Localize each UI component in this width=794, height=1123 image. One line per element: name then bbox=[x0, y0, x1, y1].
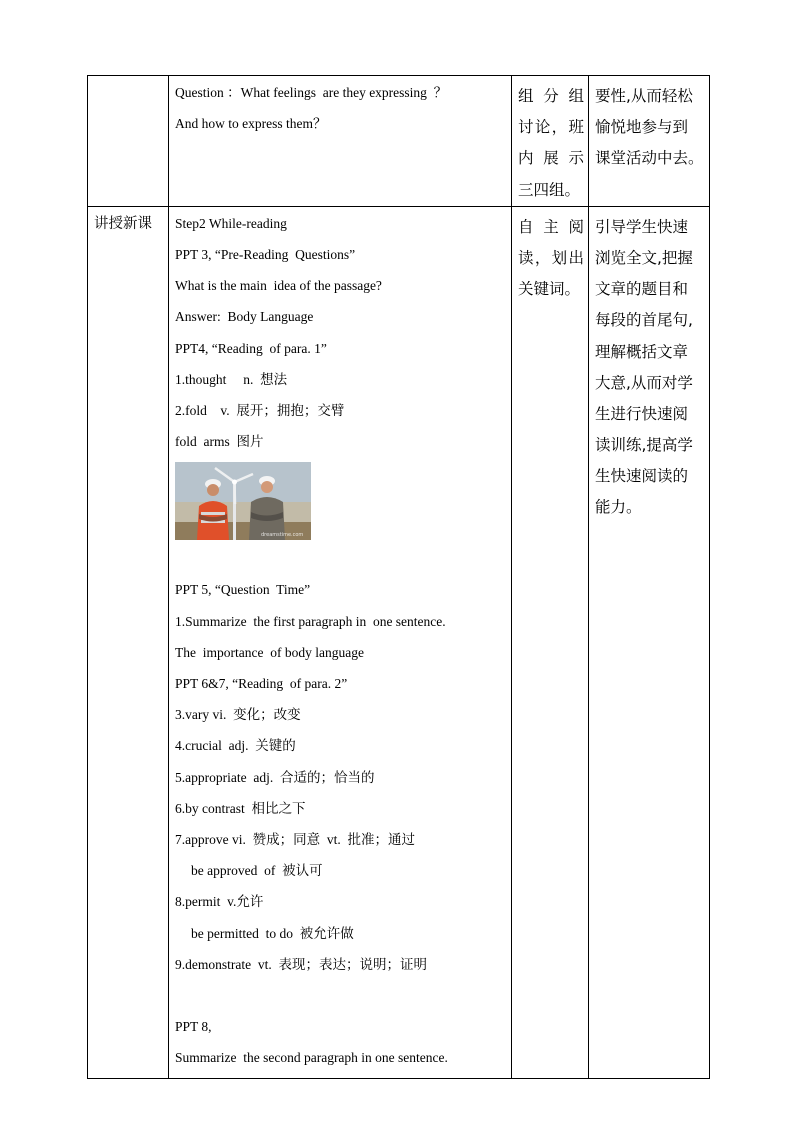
activity-line: 关键词。 bbox=[518, 280, 581, 299]
content-line: 1.Summarize the first paragraph in one sentence. bbox=[175, 613, 446, 629]
table-row bbox=[88, 206, 710, 1079]
content-line: PPT 6&7, “Reading of para. 2” bbox=[175, 676, 348, 691]
photo-watermark: dreamstime.com bbox=[261, 532, 304, 539]
content-line: PPT 8, bbox=[175, 1019, 212, 1035]
content-line: 8.permit v.允许 bbox=[175, 894, 264, 910]
blank-line bbox=[175, 985, 511, 1016]
purpose-cell bbox=[589, 76, 710, 207]
content-line: 2.fold v. 展开；拥抱；交臂 bbox=[175, 402, 345, 418]
purpose-line: 愉悦地参与到 bbox=[595, 118, 689, 137]
label-cell-empty bbox=[88, 76, 169, 207]
content-cell bbox=[169, 206, 512, 1079]
blank-line bbox=[175, 548, 511, 579]
activity-line: 三四组。 bbox=[518, 180, 581, 199]
purpose-line: 大意,从而对学 bbox=[595, 373, 693, 392]
content-line: 1.thought n. 想法 bbox=[175, 371, 288, 387]
activity-line: 读，划出 bbox=[518, 248, 584, 267]
purpose-line: 引导学生快速 bbox=[595, 217, 689, 236]
content-line: 4.crucial adj. 关键的 bbox=[175, 738, 296, 754]
content-line: PPT 3, “Pre-Reading Questions” bbox=[175, 246, 356, 262]
purpose-line: 生进行快速阅 bbox=[595, 404, 689, 423]
activity-line: 讨论，班 bbox=[518, 118, 584, 137]
activity-line: 组 分 组 bbox=[518, 87, 584, 105]
content-line: 3.vary vi. 变化；改变 bbox=[175, 707, 301, 723]
purpose-line: 文章的题目和 bbox=[595, 280, 689, 299]
activity-cell bbox=[512, 76, 589, 207]
purpose-line: 理解概括文章 bbox=[595, 342, 689, 361]
purpose-line: 生快速阅读的 bbox=[595, 467, 689, 486]
lesson-plan-table bbox=[87, 75, 710, 1079]
content-line: Summarize the second paragraph in one sentence. bbox=[175, 1050, 448, 1066]
activity-cell bbox=[512, 206, 589, 1079]
purpose-line: 要性,从而轻松 bbox=[595, 87, 693, 105]
activity-line: 内 展 示 bbox=[518, 149, 584, 168]
content-line: 6.by contrast 相比之下 bbox=[175, 800, 306, 816]
purpose-line: 浏览全文,把握 bbox=[595, 248, 693, 267]
content-cell bbox=[169, 76, 512, 207]
content-line: be approved of 被认可 bbox=[191, 863, 323, 879]
purpose-cell bbox=[589, 206, 710, 1079]
content-line: 7.approve vi. 赞成；同意 vt. 批准；通过 bbox=[175, 831, 415, 847]
content-line: Step2 While-reading bbox=[175, 215, 287, 231]
activity-line: 自 主 阅 bbox=[518, 217, 584, 236]
content-line: fold arms 图片 bbox=[175, 434, 264, 450]
content-line: PPT 5, “Question Time” bbox=[175, 582, 311, 598]
purpose-line: 每段的首尾句, bbox=[595, 311, 693, 330]
purpose-line: 读训练,提高学 bbox=[595, 436, 693, 455]
purpose-line: 能力。 bbox=[595, 498, 642, 517]
table-row bbox=[88, 76, 710, 207]
content-line: What is the main idea of the passage? bbox=[175, 278, 382, 294]
content-line: The importance of body language bbox=[175, 644, 364, 660]
section-label: 讲授新课 bbox=[94, 215, 152, 232]
content-line: PPT4, “Reading of para. 1” bbox=[175, 340, 327, 356]
content-line: 5.appropriate adj. 合适的；恰当的 bbox=[175, 769, 375, 785]
fold-arms-photo bbox=[175, 462, 311, 540]
content-line: be permitted to do 被允许做 bbox=[191, 925, 354, 941]
content-line: Question ：What feelings are they expressing ？ bbox=[175, 85, 448, 100]
purpose-line: 课堂活动中去。 bbox=[595, 149, 704, 168]
content-line: 9.demonstrate vt. 表现；表达；说明；证明 bbox=[175, 956, 427, 972]
content-line: Answer: Body Language bbox=[175, 309, 314, 325]
label-cell bbox=[88, 206, 169, 1079]
workers-photo-illustration bbox=[175, 462, 311, 540]
content-line: And how to express them？ bbox=[175, 116, 327, 132]
